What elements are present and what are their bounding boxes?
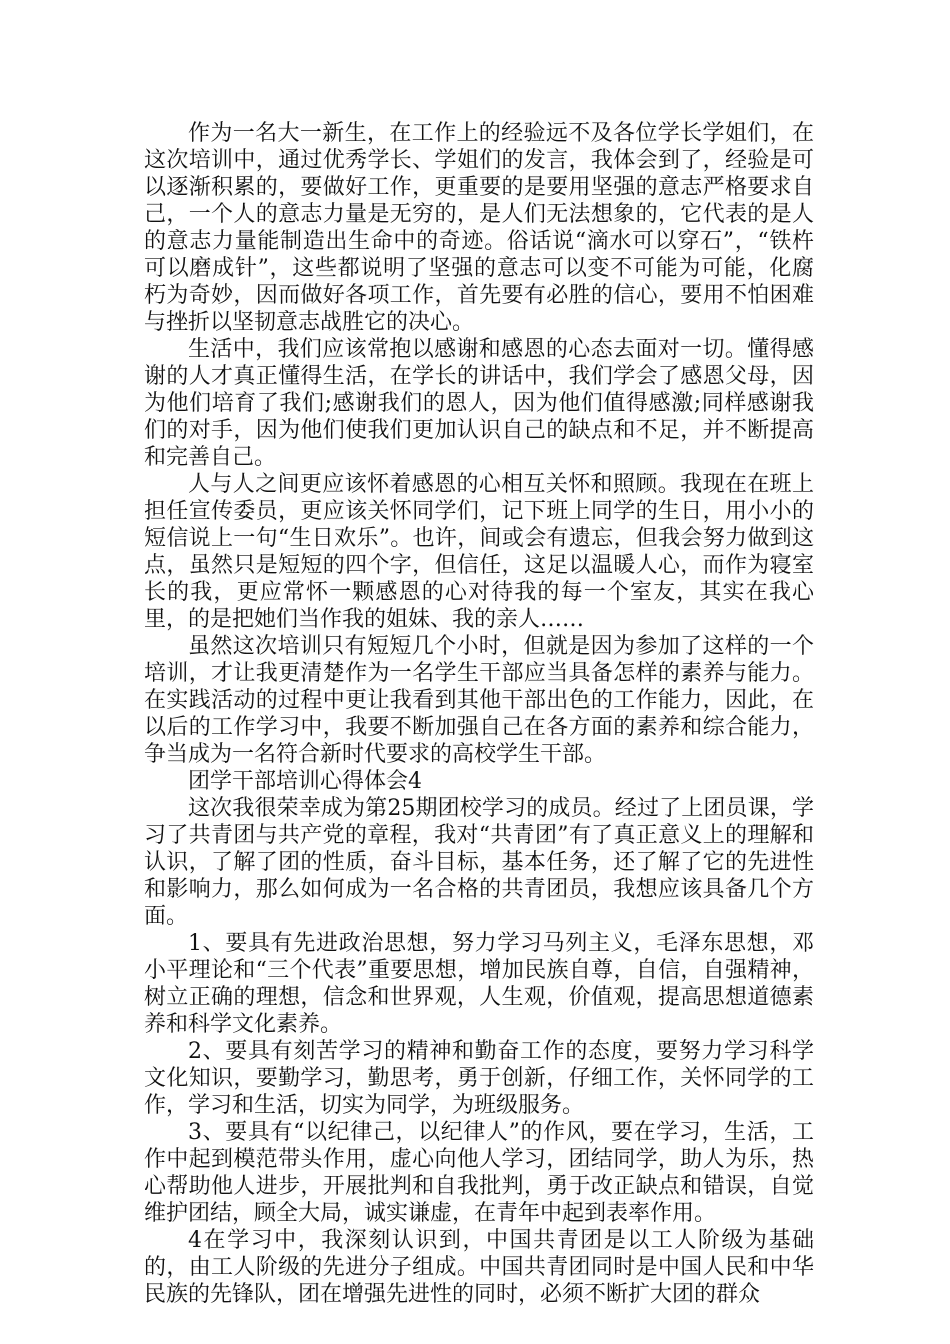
paragraph-point-3: 3、要具有“以纪律己，以纪律人”的作风，要在学习，生活，工作中起到模范带头作用，虚心向他人学习，团结同学，助人为乐，热心帮助他人进步，开展批判和自我批判，勇于改正缺点和错误，自觉维护团结，顾全大局，诚实谦虚，在青年中起到表率作用。 [144, 1120, 814, 1226]
paragraph-point-1: 1、要具有先进政治思想，努力学习马列主义，毛泽东思想，邓小平理论和“三个代表”重要思想，增加民族自尊，自信，自强精神，树立正确的理想，信念和世界观，人生观，价值观，提高思想道德素养和科学文化素养。 [144, 931, 814, 1037]
paragraph-gratitude: 生活中，我们应该常抱以感谢和感恩的心态去面对一切。懂得感谢的人才真正懂得生活，在学长的讲话中，我们学会了感恩父母，因为他们培育了我们;感谢我们的恩人，因为他们值得感激;同样感谢我们的对手，因为他们使我们更加认识自己的缺点和不足，并不断提高和完善自己。 [144, 337, 814, 470]
paragraph-caring: 人与人之间更应该怀着感恩的心相互关怀和照顾。我现在在班上担任宣传委员，更应该关怀同学们，记下班上同学的生日，用小小的短信说上一句“生日欢乐”。也许，间或会有遗忘，但我会努力做到这点，虽然只是短短的四个字，但信任，这足以温暖人心，而作为寝室长的我，更应常怀一颗感恩的心对待我的每一个室友，其实在我心里，的是把她们当作我的姐妹、我的亲人…… [144, 472, 814, 632]
paragraph-experience: 作为一名大一新生，在工作上的经验远不及各位学长学姐们，在这次培训中，通过优秀学长、学姐们的发言，我体会到了，经验是可以逐渐积累的，要做好工作，更重要的是要用坚强的意志严格要求自己，一个人的意志力量是无穷的，是人们无法想象的，它代表的是人的意志力量能制造出生命中的奇迹。俗话说“滴水可以穿石”，“铁杵可以磨成针”，这些都说明了坚强的意志可以变不可能为可能，化腐朽为奇妙，因而做好各项工作，首先要有必胜的信心，要用不怕困难与挫折以坚韧意志战胜它的决心。 [144, 121, 814, 335]
section-heading: 团学干部培训心得体会4 [188, 769, 422, 794]
paragraph-point-4: 4在学习中，我深刻认识到，中国共青团是以工人阶级为基础的，由工人阶级的先进分子组成。中国共青团同时是中国人民和中华民族的先锋队，团在增强先进性的同时，必须不断扩大团的群众 [144, 1228, 814, 1307]
paragraph-point-2: 2、要具有刻苦学习的精神和勤奋工作的态度，要努力学习科学文化知识，要勤学习，勤思考，勇于创新，仔细工作，关怀同学的工作，学习和生活，切实为同学，为班级服务。 [144, 1039, 814, 1118]
paragraph-training-summary: 虽然这次培训只有短短几个小时，但就是因为参加了这样的一个培训，才让我更清楚作为一名学生干部应当具备怎样的素养与能力。在实践活动的过程中更让我看到其他干部出色的工作能力，因此，在以后的工作学习中，我要不断加强自己在各方面的素养和综合能力，争当成为一名符合新时代要求的高校学生干部。 [144, 634, 814, 767]
paragraph-league-school: 这次我很荣幸成为第25期团校学习的成员。经过了上团员课，学习了共青团与共产党的章程，我对“共青团”有了真正意义上的理解和认识，了解了团的性质，奋斗目标，基本任务，还了解了它的先进性和影响力，那么如何成为一名合格的共青团员，我想应该具备几个方面。 [144, 796, 814, 929]
document-body [144, 120, 814, 1308]
